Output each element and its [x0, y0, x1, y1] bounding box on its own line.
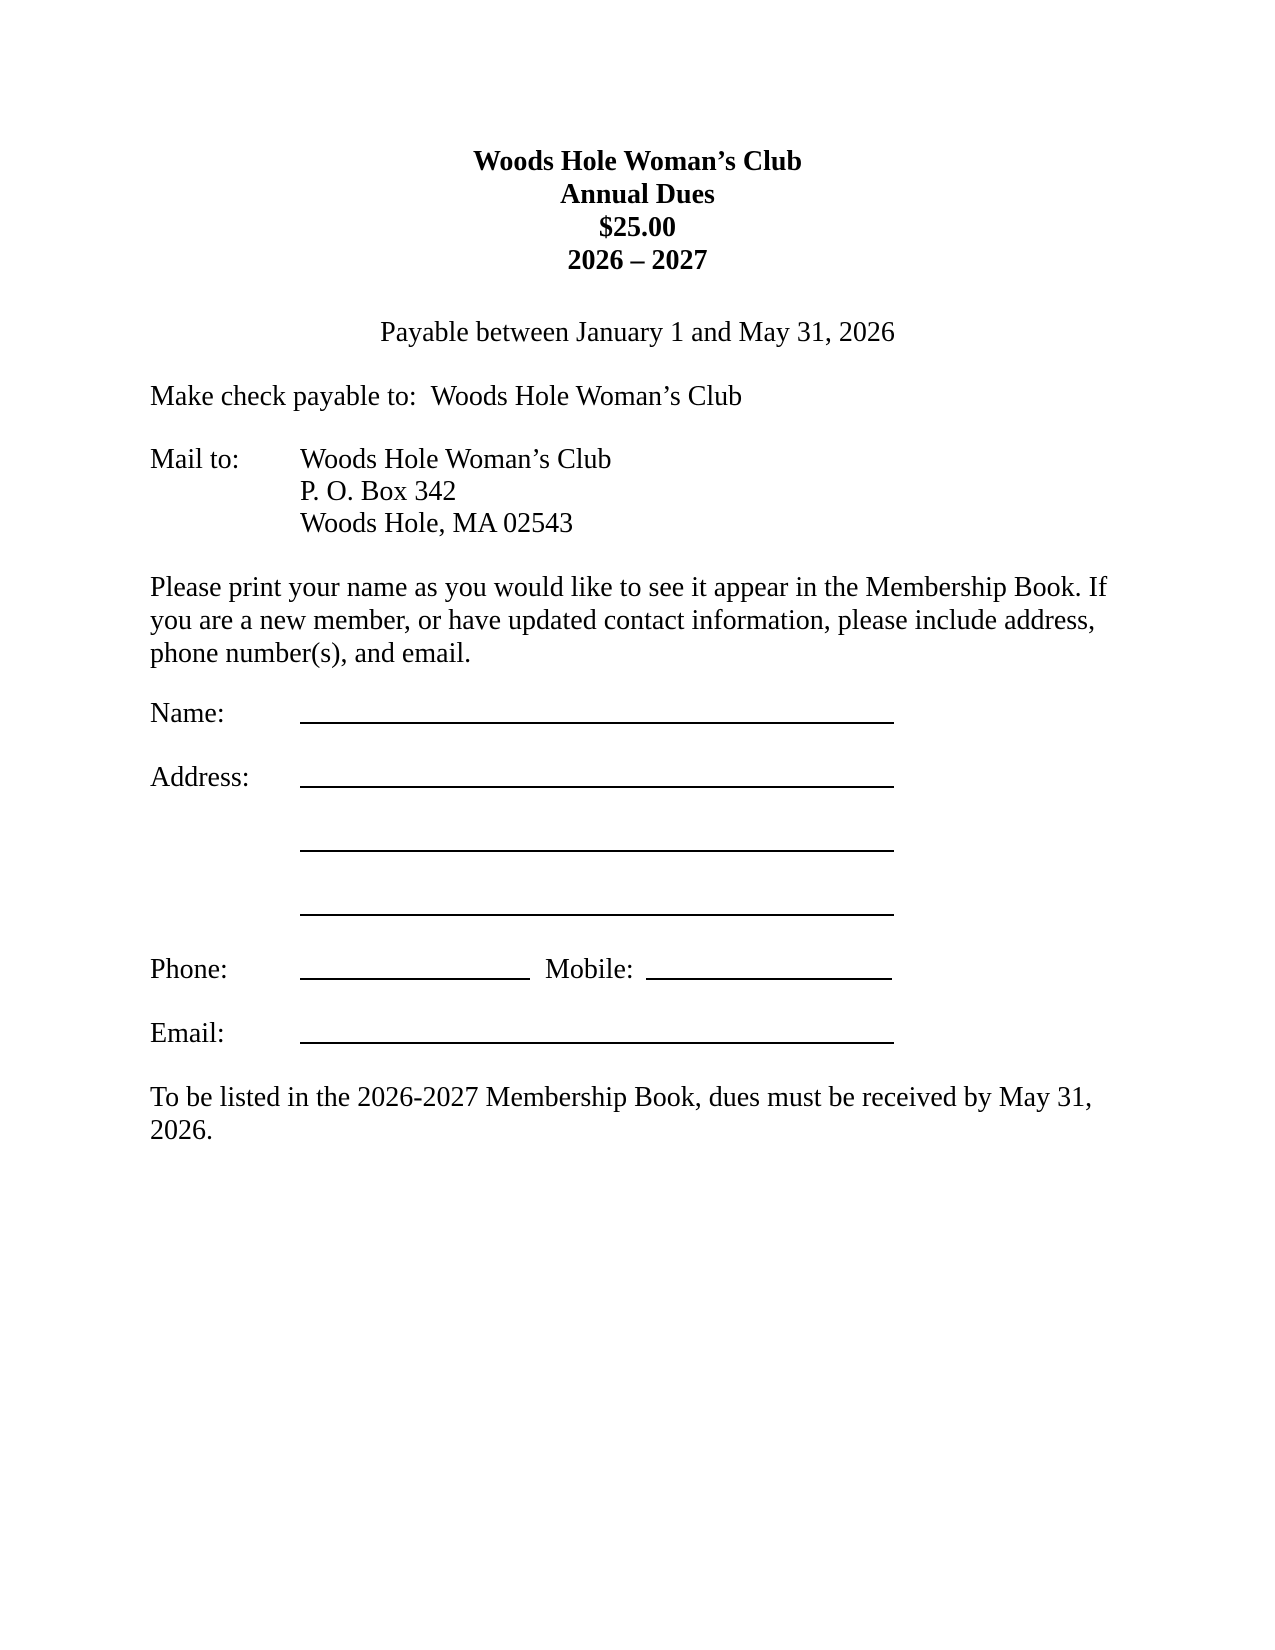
address-field-line-3[interactable]	[300, 914, 894, 916]
email-label: Email:	[150, 1018, 225, 1049]
dues-amount: $25.00	[599, 212, 676, 243]
email-field[interactable]	[300, 1042, 894, 1044]
check-label: Make check payable to:	[150, 381, 417, 412]
mobile-label: Mobile:	[545, 954, 634, 985]
deadline-note: To be listed in the 2026-2027 Membership Book, dues must be received by May 31, 2026.	[150, 1082, 1093, 1146]
address-field-line-1[interactable]	[300, 786, 894, 788]
mail-address-line-3: Woods Hole, MA 02543	[300, 508, 574, 539]
name-field[interactable]	[300, 722, 894, 724]
check-payee: Woods Hole Woman’s Club	[430, 381, 743, 412]
dues-title: Annual Dues	[560, 179, 715, 210]
phone-field[interactable]	[300, 978, 530, 980]
check-payable-line	[150, 380, 742, 413]
org-title: Woods Hole Woman’s Club	[472, 146, 803, 177]
payable-period: Payable between January 1 and May 31, 2026	[380, 317, 895, 348]
phone-label: Phone:	[150, 954, 228, 985]
document-header	[0, 145, 1275, 277]
mail-address-line-1: Woods Hole Woman’s Club	[300, 444, 612, 475]
address-field-line-2[interactable]	[300, 850, 894, 852]
address-label: Address:	[150, 762, 250, 793]
mail-address-line-2: P. O. Box 342	[300, 476, 457, 507]
dues-years: 2026 – 2027	[567, 245, 708, 276]
instructions-paragraph: Please print your name as you would like to see it appear in the Membership Book. If you are a new member, or have updated contact information, please include address, phone number(s), and email.	[150, 572, 1108, 669]
mobile-field[interactable]	[646, 978, 892, 980]
name-label: Name:	[150, 698, 225, 729]
mail-label: Mail to:	[150, 444, 240, 475]
